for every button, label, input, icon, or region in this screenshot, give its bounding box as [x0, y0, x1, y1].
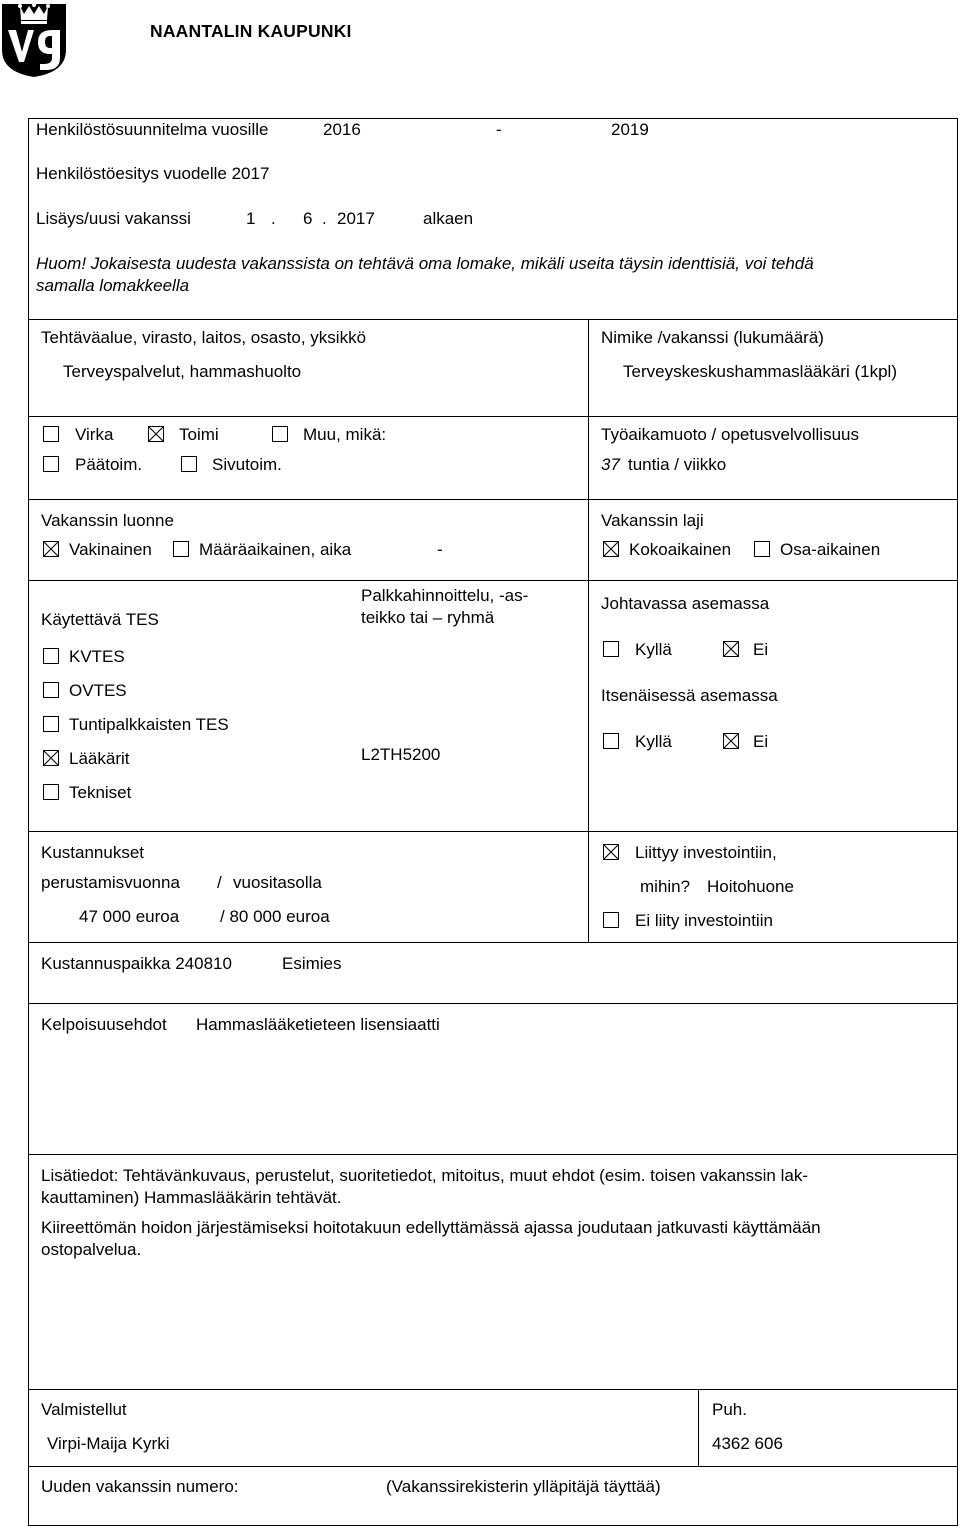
phone-value: 4362 606	[712, 1434, 783, 1453]
permanent-label: Vakinainen	[69, 540, 152, 559]
addition-suffix: alkaen	[423, 209, 474, 228]
additional-line-3: Kiireettömän hoidon järjestämiseksi hoitotakuun edellyttämässä ajassa joudutaan jatkuvasti käyttämään	[41, 1218, 821, 1237]
vacancy-number-note: (Vakanssirekisterin ylläpitäjä täyttää)	[386, 1477, 661, 1496]
qualifications-section	[28, 1003, 958, 1155]
worktime-label: Työaikamuoto / opetusvelvollisuus	[601, 425, 859, 444]
addition-dot1: .	[271, 209, 276, 228]
costs-col2: vuositasolla	[233, 873, 322, 892]
prepared-label: Valmistellut	[41, 1400, 127, 1419]
title-label: Nimike /vakanssi (lukumäärä)	[601, 328, 824, 347]
phone-label: Puh.	[712, 1400, 747, 1419]
note-line-1: Huom! Jokaisesta uudesta vakanssista on tehtävä oma lomake, mikäli useita täysin identtisiä, voi tehdä	[36, 254, 814, 273]
tes-technical-checkbox[interactable]	[43, 784, 59, 800]
fulltime-label: Kokoaikainen	[629, 540, 732, 559]
parttime-label: Osa-aikainen	[780, 540, 881, 559]
addition-dot2: .	[322, 209, 327, 228]
tes-ovtes-label: OVTES	[69, 681, 127, 700]
toimi-checkbox[interactable]	[148, 426, 164, 442]
independent-no-label: Ei	[753, 732, 769, 751]
investment-not-related-label: Ei liity investointiin	[635, 911, 773, 930]
unit-value: Terveyspalvelut, hammashuolto	[63, 362, 302, 381]
costs-col1: perustamisvuonna	[41, 873, 180, 892]
paatoim-checkbox[interactable]	[43, 456, 59, 472]
investment-related-label: Liittyy investointiin,	[635, 843, 777, 862]
tes-kvtes-label: KVTES	[69, 647, 125, 666]
leadership-yes-checkbox[interactable]	[603, 641, 619, 657]
addition-day: 1	[246, 209, 256, 228]
virka-checkbox[interactable]	[43, 426, 59, 442]
independent-yes-label: Kyllä	[635, 732, 672, 751]
fixed-term-label: Määräaikainen, aika	[199, 540, 352, 559]
costs-sep: /	[217, 873, 222, 892]
plan-year-from: 2016	[323, 120, 361, 139]
tes-hourly-label: Tuntipalkkaisten TES	[69, 715, 229, 734]
tes-label: Käytettävä TES	[41, 610, 159, 629]
addition-month: 6	[303, 209, 313, 228]
additional-line-4: ostopalvelua.	[41, 1240, 142, 1259]
toimi-label: Toimi	[179, 425, 219, 444]
salary-label-line-2: teikko tai – ryhmä	[361, 608, 495, 627]
independent-label: Itsenäisessä asemassa	[601, 686, 778, 705]
title-value: Terveyskeskushammaslääkäri (1kpl)	[623, 362, 897, 381]
fixed-term-dash: -	[437, 540, 443, 559]
investment-what-value: Hoitohuone	[707, 877, 794, 896]
costs-label: Kustannukset	[41, 843, 145, 862]
organization-name: NAANTALIN KAUPUNKI	[150, 21, 352, 41]
prepared-name: Virpi-Maija Kyrki	[47, 1434, 170, 1453]
tes-doctors-checkbox[interactable]	[43, 750, 59, 766]
supervisor-label: Esimies	[282, 954, 342, 973]
proposal-line: Henkilöstöesitys vuodelle 2017	[36, 164, 270, 183]
tes-kvtes-checkbox[interactable]	[43, 648, 59, 664]
worktime-unit: tuntia / viikko	[628, 455, 727, 474]
costs-value2: / 80 000 euroa	[220, 907, 330, 926]
cost-center-label: Kustannuspaikka 240810	[41, 954, 232, 973]
nature-label: Vakanssin luonne	[41, 511, 174, 530]
costs-value1: 47 000 euroa	[79, 907, 180, 926]
paatoim-label: Päätoim.	[75, 455, 143, 474]
qualifications-value: Hammaslääketieteen lisensiaatti	[196, 1015, 440, 1034]
permanent-checkbox[interactable]	[43, 541, 59, 557]
plan-year-to: 2019	[611, 120, 649, 139]
vg-crest-logo-icon	[0, 0, 68, 78]
salary-label-line-1: Palkkahinnoittelu, -as-	[361, 586, 529, 605]
additional-line-1: Lisätiedot: Tehtävänkuvaus, perustelut, suoritetiedot, mitoitus, muut ehdot (esim. toisen vakanssin lak-	[41, 1166, 808, 1185]
worktime-hours: 37	[601, 455, 620, 474]
type-label: Vakanssin laji	[601, 511, 704, 530]
plan-dash: -	[496, 120, 502, 139]
leadership-no-checkbox[interactable]	[723, 641, 739, 657]
fixed-term-checkbox[interactable]	[173, 541, 189, 557]
salary-value: L2TH5200	[361, 745, 441, 764]
note-line-2: samalla lomakkeella	[36, 276, 190, 295]
qualifications-label: Kelpoisuusehdot	[41, 1015, 167, 1034]
addition-year: 2017	[337, 209, 375, 228]
independent-yes-checkbox[interactable]	[603, 733, 619, 749]
muu-label: Muu, mikä:	[303, 425, 387, 444]
vacancy-number-label: Uuden vakanssin numero:	[41, 1477, 239, 1496]
independent-no-checkbox[interactable]	[723, 733, 739, 749]
additional-line-2: kauttaminen) Hammaslääkärin tehtävät.	[41, 1188, 342, 1207]
leadership-yes-label: Kyllä	[635, 640, 672, 659]
investment-not-related-checkbox[interactable]	[603, 912, 619, 928]
sivutoim-label: Sivutoim.	[212, 455, 282, 474]
prepared-section	[28, 1389, 958, 1467]
muu-checkbox[interactable]	[272, 426, 288, 442]
investment-what-label: mihin?	[640, 877, 691, 896]
investment-related-checkbox[interactable]	[603, 844, 619, 860]
leadership-label: Johtavassa asemassa	[601, 594, 770, 613]
fulltime-checkbox[interactable]	[603, 541, 619, 557]
tes-technical-label: Tekniset	[69, 783, 132, 802]
tes-hourly-checkbox[interactable]	[43, 716, 59, 732]
plan-label: Henkilöstösuunnitelma vuosille	[36, 120, 269, 139]
addition-label: Lisäys/uusi vakanssi	[36, 209, 191, 228]
tes-doctors-label: Lääkärit	[69, 749, 130, 768]
sivutoim-checkbox[interactable]	[181, 456, 197, 472]
virka-label: Virka	[75, 425, 114, 444]
leadership-no-label: Ei	[753, 640, 769, 659]
unit-label: Tehtäväalue, virasto, laitos, osasto, yksikkö	[41, 328, 367, 347]
tes-ovtes-checkbox[interactable]	[43, 682, 59, 698]
parttime-checkbox[interactable]	[754, 541, 770, 557]
